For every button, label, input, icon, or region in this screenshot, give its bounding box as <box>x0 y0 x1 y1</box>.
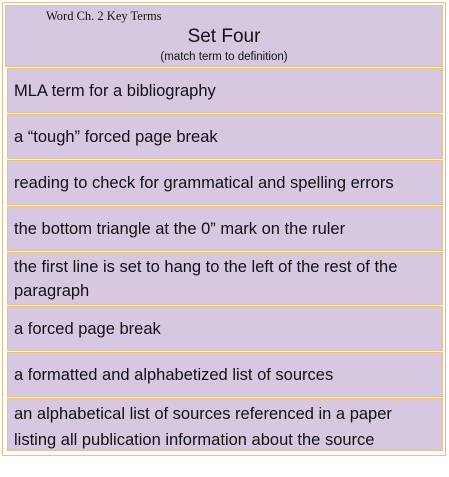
definition-row <box>7 398 443 451</box>
definition-row <box>7 352 443 397</box>
chapter-label: Word Ch. 2 Key Terms <box>46 9 162 23</box>
definition-row <box>7 252 443 305</box>
definition-text: a formatted and alphabetized list of sources <box>14 366 334 384</box>
page-title: Set Four <box>187 26 261 47</box>
definition-text: the bottom triangle at the 0” mark on the ruler <box>14 220 346 238</box>
definition-row <box>7 206 443 251</box>
definition-row <box>7 306 443 351</box>
definition-row <box>7 160 443 205</box>
definition-text: a forced page break <box>14 320 161 338</box>
instructions-subtitle: (match term to definition) <box>160 51 288 63</box>
definition-row <box>7 68 443 113</box>
table-header <box>5 5 443 67</box>
definition-text: MLA term for a bibliography <box>14 82 216 100</box>
key-terms-table <box>2 2 446 456</box>
definition-text: an alphabetical list of sources referenced in a paper listing all publication information about the source <box>14 405 392 449</box>
definition-text: reading to check for grammatical and spelling errors <box>14 174 394 192</box>
definition-text: a “tough” forced page break <box>14 128 218 146</box>
definition-row <box>7 114 443 159</box>
definition-text: the first line is set to hang to the left of the rest of the paragraph <box>14 258 398 300</box>
